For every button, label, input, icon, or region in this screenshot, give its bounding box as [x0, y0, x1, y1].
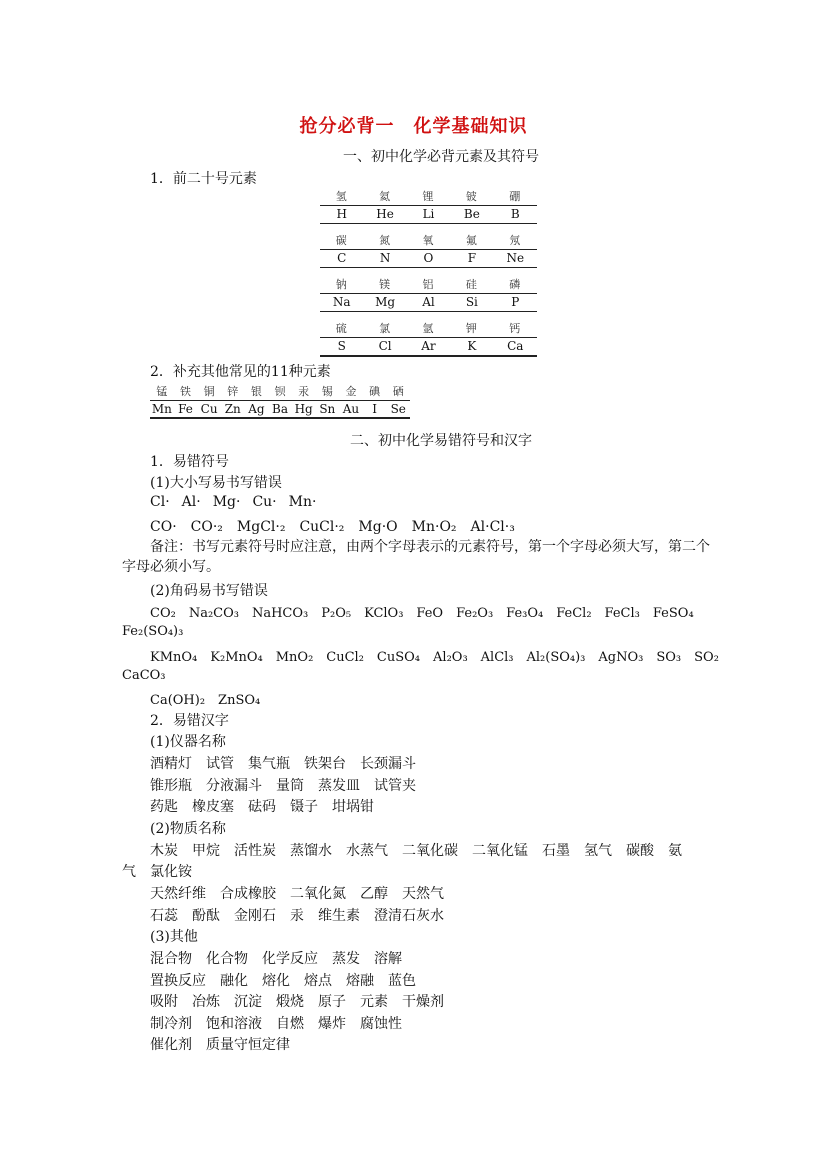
extra-element-name: 铜: [203, 385, 215, 398]
element-name: 硼: [509, 190, 522, 203]
case-examples-line1: [150, 494, 328, 510]
instruments-line1: 酒精灯 试管 集气瓶 铁架台 长颈漏斗: [150, 756, 416, 772]
element-name: 铝: [422, 278, 435, 291]
instruments-line3: 药匙 橡皮塞 砝码 镊子 坩埚钳: [150, 799, 374, 815]
p-instruments: (1)仪器名称: [150, 734, 226, 750]
case-examples-line2: CO· CO·₂ MgCl·₂ CuCl·₂ Mg·O Mn·O₂ Al·Cl·₃: [150, 519, 515, 535]
extra-element-symbol: Mn: [151, 402, 172, 416]
section2-heading: 二、初中化学易错符号和汉字: [350, 433, 532, 449]
element-symbol: Ne: [506, 251, 525, 265]
subscript-line2: KMnO₄ K₂MnO₄ MnO₂ CuCl₂ CuSO₄ Al₂O₃ AlCl₃ Al₂(SO₄)₃ AgNO₃ SO₃ SO₂: [150, 650, 719, 665]
element-name: 氖: [509, 234, 522, 247]
p-subscript-errors: (2)角码易书写错误: [150, 583, 268, 599]
extra-element-name: 锡: [321, 385, 333, 398]
page-title: 抢分必背一 化学基础知识: [299, 116, 528, 137]
element-symbol: Cl: [378, 339, 392, 353]
element-symbol: Na: [332, 295, 351, 309]
element-name: 铍: [465, 190, 478, 203]
element-symbols-row: [320, 205, 537, 224]
materials-line2: 天然纤维 合成橡胶 二氧化氮 乙醇 天然气: [150, 886, 444, 902]
extra-element-symbol: Fe: [178, 402, 193, 416]
instruments-line2: 锥形瓶 分液漏斗 量筒 蒸发皿 试管夹: [150, 778, 416, 794]
extra-element-symbol: Se: [390, 402, 406, 416]
element-table-extra: [150, 384, 410, 419]
others-line2: 置换反应 融化 熔化 熔点 熔融 蓝色: [150, 973, 416, 989]
subscript-line1b: Fe₂(SO₄)₃: [122, 624, 184, 639]
element-symbol: P: [511, 295, 520, 309]
element-name: 镁: [379, 278, 392, 291]
p-others: (3)其他: [150, 929, 198, 945]
element-symbol: Mg: [375, 295, 396, 309]
element-name: 磷: [509, 278, 522, 291]
others-line4: 制冷剂 饱和溶液 自燃 爆炸 腐蚀性: [150, 1016, 402, 1032]
subscript-line3: Ca(OH)₂ ZnSO₄: [150, 693, 261, 708]
element-name: 碳: [335, 234, 348, 247]
element-symbol: H: [336, 207, 347, 221]
extra-element-symbol: Ba: [272, 402, 289, 416]
others-line1: 混合物 化合物 化学反应 蒸发 溶解: [150, 951, 402, 967]
extra-element-symbol: Au: [342, 402, 360, 416]
element-symbol: He: [376, 207, 394, 221]
element-names-row: [320, 188, 537, 205]
p-easy-error-chars: 2．易错汉字: [150, 713, 229, 729]
element-symbol: B: [510, 207, 520, 221]
element-table-first-twenty: [320, 188, 537, 364]
extra-element-symbol: Zn: [224, 402, 241, 416]
case-example: Cu·: [252, 494, 277, 510]
element-name: 氩: [422, 322, 435, 335]
case-example: Cl·: [150, 494, 170, 510]
element-name: 钠: [335, 278, 348, 291]
element-names-row: [320, 232, 537, 249]
element-name: 钙: [509, 322, 522, 335]
element-group: [320, 188, 537, 232]
element-symbol: Ca: [507, 339, 524, 353]
extra-element-name: 硒: [392, 385, 404, 398]
p-materials: (2)物质名称: [150, 821, 226, 837]
extra-element-symbols: [150, 400, 410, 419]
element-symbol: K: [467, 339, 477, 353]
element-name: 氦: [379, 190, 392, 203]
element-name: 氮: [379, 234, 392, 247]
section1-heading: 一、初中化学必背元素及其符号: [343, 149, 539, 165]
p-easy-error-symbols: 1．易错符号: [150, 454, 229, 470]
element-name: 氢: [335, 190, 348, 203]
element-symbol: N: [379, 251, 391, 265]
sub-heading-extra-elements: 2．补充其他常见的11种元素: [150, 364, 331, 380]
case-example: Al·: [181, 494, 201, 510]
element-symbols-row: [320, 337, 537, 357]
element-names-row: [320, 320, 537, 337]
extra-element-name: 锰: [156, 385, 168, 398]
element-group: [320, 320, 537, 364]
extra-element-name: 银: [250, 385, 262, 398]
extra-element-names: [150, 384, 410, 400]
element-name: 氯: [379, 322, 392, 335]
extra-element-symbol: Hg: [294, 402, 313, 416]
element-name: 钾: [465, 322, 478, 335]
element-symbol: Li: [422, 207, 435, 221]
extra-element-name: 锌: [227, 385, 239, 398]
materials-line3: 石蕊 酚酞 金刚石 汞 维生素 澄清石灰水: [150, 908, 444, 924]
element-name: 硅: [465, 278, 478, 291]
materials-line1: 木炭 甲烷 活性炭 蒸馏水 水蒸气 二氧化碳 二氧化锰 石墨 氢气 碳酸 氨: [150, 843, 682, 859]
element-symbol: C: [337, 251, 347, 265]
extra-element-name: 金: [345, 385, 357, 398]
extra-element-symbol: Ag: [248, 402, 265, 416]
extra-element-name: 钡: [274, 385, 286, 398]
element-symbol: F: [467, 251, 477, 265]
materials-line1b: 气 氯化铵: [122, 864, 192, 880]
extra-element-symbol: Cu: [200, 402, 218, 416]
extra-element-name: 汞: [298, 385, 310, 398]
element-group: [320, 276, 537, 320]
element-symbol: Si: [465, 295, 478, 309]
others-line3: 吸附 冶炼 沉淀 煅烧 原子 元素 干燥剂: [150, 994, 444, 1010]
extra-element-name: 铁: [179, 385, 191, 398]
element-symbols-row: [320, 293, 537, 312]
element-group: [320, 232, 537, 276]
element-symbol: Be: [463, 207, 480, 221]
subscript-line1: CO₂ Na₂CO₃ NaHCO₃ P₂O₅ KClO₃ FeO Fe₂O₃ Fe₃O₄ FeCl₂ FeCl₃ FeSO₄: [150, 606, 694, 621]
element-symbol: O: [423, 251, 434, 265]
element-symbol: S: [337, 339, 346, 353]
case-example: Mg·: [212, 494, 241, 510]
extra-element-symbol: I: [372, 402, 377, 416]
p-case-errors: (1)大小写易书写错误: [150, 475, 282, 491]
element-name: 氟: [465, 234, 478, 247]
element-name: 锂: [422, 190, 435, 203]
extra-element-symbol: Sn: [319, 402, 336, 416]
element-symbol: Al: [422, 295, 435, 309]
subscript-line2b: CaCO₃: [122, 668, 166, 683]
element-names-row: [320, 276, 537, 293]
note-paragraph: 备注：书写元素符号时应注意，由两个字母表示的元素符号，第一个字母必须大写，第二个字母必须小写。: [122, 539, 710, 575]
element-name: 氧: [422, 234, 435, 247]
element-symbols-row: [320, 249, 537, 268]
element-symbol: Ar: [421, 339, 436, 353]
extra-element-name: 碘: [369, 385, 381, 398]
sub-heading-first-twenty: 1．前二十号元素: [150, 171, 257, 187]
element-name: 硫: [335, 322, 348, 335]
others-line5: 催化剂 质量守恒定律: [150, 1037, 290, 1053]
case-example: Mn·: [288, 494, 317, 510]
